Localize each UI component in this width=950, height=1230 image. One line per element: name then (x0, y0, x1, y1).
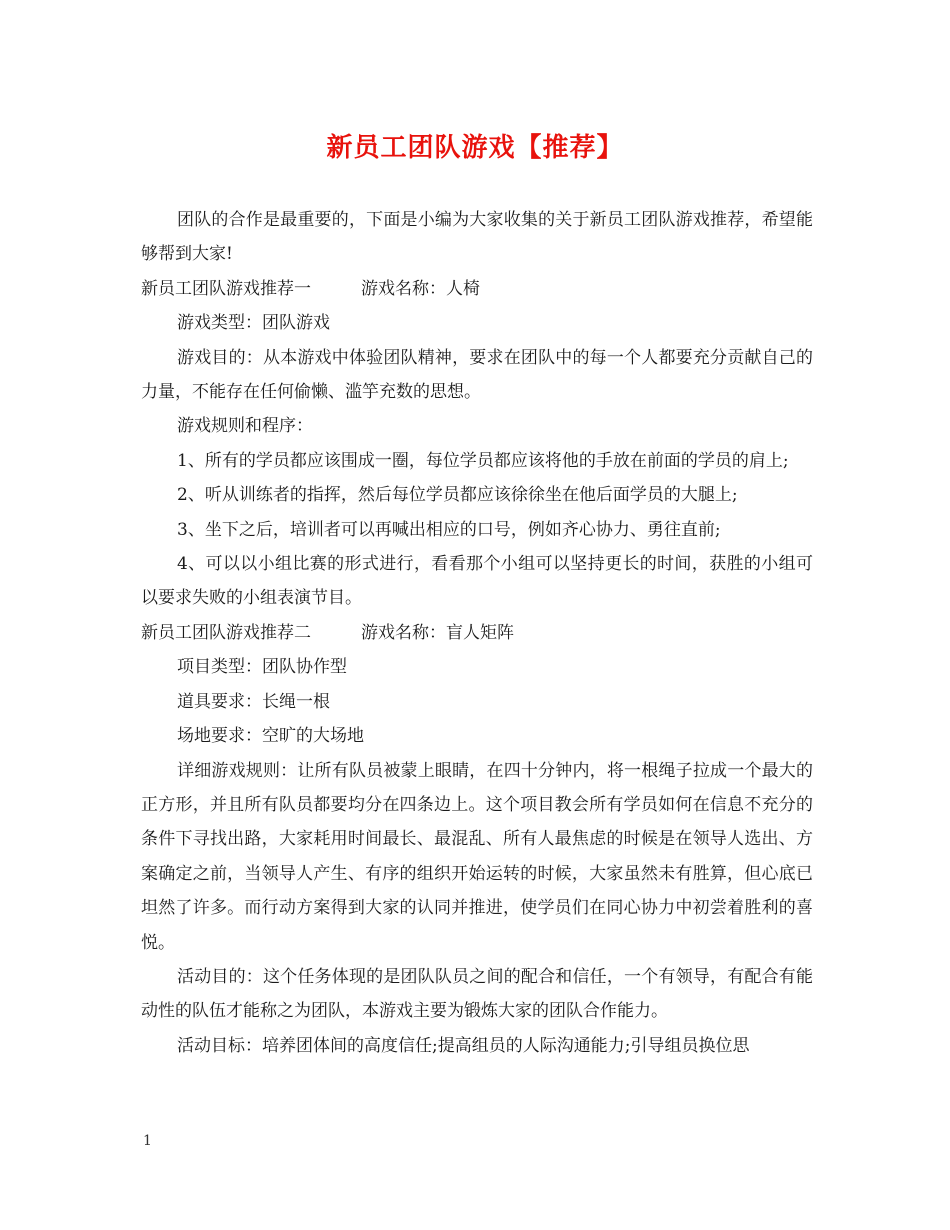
section1-rule-item: 1、所有的学员都应该围成一圈，每位学员都应该将他的手放在前面的学员的肩上; (177, 450, 789, 471)
section2-venue: 场地要求：空旷的大场地 (177, 726, 364, 747)
page-number: 1 (143, 1133, 152, 1149)
section2-game-name: 游戏名称：盲人矩阵 (361, 622, 514, 643)
section1-rule-item: 3、坐下之后，培训者可以再喊出相应的口号，例如齐心协力、勇往直前; (177, 519, 721, 540)
section1-rules-heading: 游戏规则和程序： (177, 416, 313, 437)
section1-game-name: 游戏名称：人椅 (361, 278, 480, 299)
section2-project-type: 项目类型：团队协作型 (177, 657, 347, 678)
section2-heading-line (141, 616, 813, 650)
section1-rule-item: 2、听从训练者的指挥，然后每位学员都应该徐徐坐在他后面学员的大腿上; (177, 485, 738, 506)
section2-heading: 新员工团队游戏推荐二 (141, 622, 311, 643)
section2-props: 道具要求：长绳一根 (177, 691, 330, 712)
document-body (141, 203, 813, 1063)
section2-rules: 详细游戏规则：让所有队员被蒙上眼睛，在四十分钟内，将一根绳子拉成一个最大的正方形，并且所有队员都要均分在四条边上。这个项目教会所有学员如何在信息不充分的条件下寻找出路，大家耗用时间最长、最混乱、所有人最焦虑的时候是在领导人选出、方案确定之前，当领导人产生、有序的组织开始运转的时候，大家虽然未有胜算，但心底已坦然了许多。而行动方案得到大家的认同并推进，使学员们在同心协力中初尝着胜利的喜悦。 (141, 760, 813, 953)
section1-rule-item: 4、可以以小组比赛的形式进行，看看那个小组可以坚持更长的时间，获胜的小组可以要求失败的小组表演节目。 (141, 554, 813, 609)
section1-heading-line (141, 272, 813, 306)
document-title: 新员工团队游戏【推荐】 (326, 133, 624, 163)
section1-heading: 新员工团队游戏推荐一 (141, 278, 311, 299)
section2-purpose: 活动目的：这个任务体现的是团队队员之间的配合和信任，一个有领导，有配合有能动性的队伍才能称之为团队，本游戏主要为锻炼大家的团队合作能力。 (141, 966, 813, 1022)
section1-game-type: 游戏类型：团队游戏 (177, 313, 330, 334)
section1-game-purpose: 游戏目的：从本游戏中体验团队精神，要求在团队中的每一个人都要充分贡献自己的力量，不能存在任何偷懒、滥竽充数的思想。 (141, 347, 813, 403)
intro-paragraph: 团队的合作是最重要的，下面是小编为大家收集的关于新员工团队游戏推荐，希望能够帮到大家! (141, 210, 813, 265)
section2-goal: 活动目标：培养团体间的高度信任;提高组员的人际沟通能力;引导组员换位思 (177, 1035, 750, 1056)
